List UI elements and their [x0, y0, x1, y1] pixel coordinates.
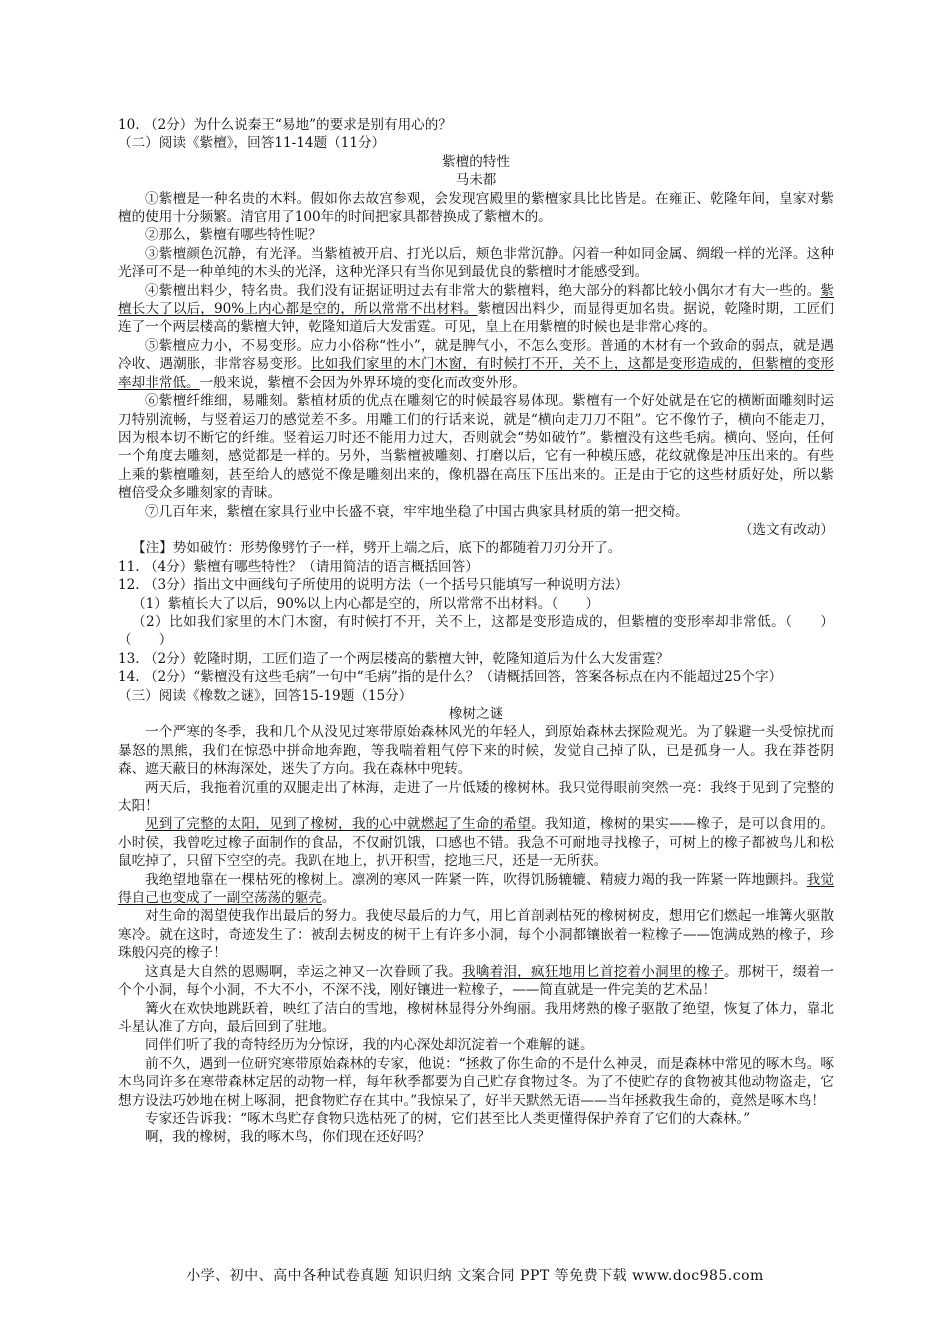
section-3-title: 橡树之谜 [448, 706, 504, 722]
page-footer: 小学、初中、高中各种试卷真题 知识归纳 文案合同 PPT 等免费下载 www.doc985.com [186, 1268, 764, 1284]
paragraph-5: ⑤紫檀应力小，不易变形。应力小俗称“性小”，就是脾气小，不怎么变形。普通的木材有一个致命的弱点，就是遇冷收、遇潮胀，非常容易变形。比如我们家里的木门木窗，有时候打不开，关不上，这都是变形造成的，但紫檀的变形率却非常低。一般来说，紫檀不会因为外界环境的变化而改变外形。 [118, 337, 835, 391]
paragraph-7: ⑦几百年来，紫檀在家具行业中长盛不衰，牢牢地坐稳了中国古典家具材质的第一把交椅。 [145, 503, 689, 520]
question-14: 14. （2分）“紫檀没有这些毛病”一句中“毛病”指的是什么？（请概括回答，答案各标点在内不能超过25个字） [118, 669, 783, 686]
story-paragraph-6: 这真是大自然的恩赐啊，幸运之神又一次眷顾了我。我噙着泪，疯狂地用匕首挖着小洞里的橡子。那树干，缀着一个个小洞，每个小洞，不大不小，不深不浅，刚好镶进一粒橡子，——简直就是一件完美的艺术品！ [118, 963, 835, 999]
story-paragraph-3: 见到了完整的太阳，见到了橡树，我的心中就燃起了生命的希望。我知道，橡树的果实——橡子，是可以食用的。小时侯，我曾吃过橡子面制作的食品，不仅耐饥饿，口感也不错。我急不可耐地寻找橡子，可树上的橡子都被鸟儿和松鼠吃掉了，只留下空空的壳。我趴在地上，扒开积雪，挖地三尺，还是一无所获。 [118, 816, 835, 870]
question-11: 11. （4分）紫檀有哪些特性？（请用简洁的语言概括回答） [118, 558, 479, 575]
underlined-sentence-5: 我噙着泪，疯狂地用匕首挖着小洞里的橡子 [462, 963, 724, 980]
underlined-sentence-1: 紫檀长大了以后，90%上内心都是空的，所以常常不出材料。 [118, 282, 834, 318]
paragraph-6: ⑥紫檀纤维细，易雕刻。紫植材质的优点在雕刻它的时候最容易体现。紫檀有一个好处就是在它的横断面雕刻时运刀特别流畅，与竖着运刀的感觉差不多。用雕工们的行话来说，就是“横向走刀刀不阻”。它不像竹子，横向不能走刀，因为根本切不断它的纤维。竖着运刀时还不能用力过大，否则就会“势如破竹”。紫檀没有这些毛病。横向、竖向，任何一个角度去雕刻，感觉都是一样的。另外，当紫檀被雕刻、打磨以后，它有一种模压感，花纹就像是冲压出来的。有些上乘的紫檀雕刻，甚至给人的感觉不像是雕刻出来的，像机器在高压下压出来的。正是由于它的这些材质好处，所以紫檀倍受众多雕刻家的青昧。 [118, 393, 834, 502]
story-paragraph-4: 我绝望地靠在一棵枯死的橡树上。凛冽的寒风一阵紧一阵，吹得饥肠辘辘、精疲力竭的我一阵紧一阵地颤抖。我觉得自己也变成了一副空荡荡的躯壳。 [118, 871, 835, 907]
story-paragraph-7: 篝火在欢快地跳跃着，映红了洁白的雪地，橡树林显得分外绚丽。我用烤熟的橡子驱散了绝望，恢复了体力，靠北斗星认准了方向，最后回到了驻地。 [118, 1000, 834, 1035]
story-paragraph-11: 啊，我的橡树，我的啄木鸟，你们现在还好吗？ [145, 1129, 431, 1146]
underlined-sentence-4: 我觉得自己也变成了一副空荡荡的躯壳 [118, 871, 835, 907]
story-paragraph-10: 专家还告诉我：“啄木鸟贮存食物只选枯死了的树，它们甚至比人类更懂得保护养育了它们的大森林。” [145, 1110, 751, 1127]
story-paragraph-5: 对生命的渴望使我作出最后的努力。我使尽最后的力气，用匕首剖剥枯死的橡树树皮，想用它们燃起一堆篝火驱散寒冷。就在这时，奇迹发生了：被刮去树皮的树干上有许多小洞，每个小洞都镶嵌着一粒橡子——饱满成熟的橡子，珍珠般闪亮的橡子！ [118, 908, 834, 962]
section-2-author: 马未都 [455, 172, 497, 189]
underlined-sentence-2: 比如我们家里的木门木窗，有时候打不开，关不上，这都是变形造成的，但紫檀的变形率却非常低。 [118, 356, 835, 391]
story-paragraph-1: 一个严寒的冬季，我和几个从没见过寒带原始森林风光的年轻人，到原始森林去探险观光。为了躲避一头受惊扰而暴怒的黑熊，我们在惊恐中拼命地奔跑，等我喘着粗气停下来的时候，发觉自己掉了队，已是孤身一人。我在莽苍阴森、遮天蔽日的林海深处，迷失了方向。我在森林中兜转。 [118, 724, 834, 778]
section-3-header: （三）阅读《橡数之谜》，回答15-19题（15分） [118, 687, 413, 704]
annotation-note: 【注】势如破竹：形势像劈竹子一样，劈开上端之后，底下的都随着刀刃分开了。 [132, 540, 622, 557]
exam-page [118, 116, 834, 1147]
question-12: 12. （3分）指出文中画线句子所使用的说明方法（一个括号只能填写一种说明方法） [118, 577, 629, 594]
question-10: 10. （2分）为什么说秦王“易地”的要求是别有用心的？ [118, 117, 452, 133]
story-paragraph-9: 前不久，遇到一位研究寒带原始森林的专家，他说：“拯救了你生命的不是什么神灵，而是森林中常见的啄木鸟。啄木鸟同许多在寒带森林定居的动物一样，每年秋季都要为自己贮存食物过冬。为了不使贮存的食物被其他动物盗走，它想方设法巧妙地在树上啄洞，把食物贮存在其中。”我惊呆了，好半天默然无语——当年拯救我生命的，竟然是啄木鸟！ [118, 1055, 834, 1109]
section-2-header: （二）阅读《紫檀》，回答11-14题（11分） [118, 135, 386, 152]
section-2-title: 紫檀的特性 [442, 153, 510, 170]
paragraph-2: ②那么，紫檀有哪些特性呢？ [145, 227, 322, 244]
paragraph-3: ③紫檀颜色沉静，有光泽。当紫植被开启、打光以后，颊色非常沉静。闪着一种如同金属、绸缎一样的光泽。这种光泽可不是一种单纯的木头的光泽，这种光泽只有当你见到最优良的紫檀时才能感受到。 [118, 245, 834, 281]
question-13: 13. （2分）乾隆时期，工匠们造了一个两层楼高的紫檀大钟，乾隆知道后为什么大发雷霆？ [118, 650, 670, 667]
source-note: （选文有改动） [738, 521, 834, 538]
underlined-sentence-3: 见到了完整的太阳，见到了橡树，我的心中就燃起了生命的希望 [145, 816, 532, 833]
story-paragraph-8: 同伴们听了我的奇特经历为分惊讶，我的内心深处却沉淀着一个难解的谜。 [145, 1037, 594, 1054]
question-12-part-2: （2）比如我们家里的木门木窗，有时候打不开，关不上，这都是变形造成的，但紫檀的变形率却非常低。（ ）（ ） [118, 613, 834, 649]
story-paragraph-2: 两天后，我拖着沉重的双腿走出了林海，走进了一片低矮的橡树林。我只觉得眼前突然一亮：我终于见到了完整的太阳！ [118, 779, 834, 815]
paragraph-1: ①紫檀是一种名贵的木料。假如你去故宫参观，会发现宫殿里的紫檀家具比比皆是。在雍正、乾隆年间，皇家对紫檀的使用十分频繁。清官用了100年的时间把家具都替换成了紫檀木的。 [118, 190, 834, 226]
paragraph-4: ④紫檀出料少，特名贵。我们没有证据证明过去有非常大的紫檀料，绝大部分的料都比较小偶尔才有大一些的。紫檀长大了以后，90%上内心都是空的，所以常常不出材料。紫檀因出料少，而显得更加名贵。据说，乾隆时期，工匠们连了一个两层楼高的紫檀大钟，乾隆知道后大发雷霆。可见，皇上在用紫檀的时候也是非常心疼的。 [118, 282, 834, 336]
question-12-part-1: （1）紫植长大了以后，90%以上内心都是空的，所以常常不出材料。（ ） [132, 595, 600, 612]
